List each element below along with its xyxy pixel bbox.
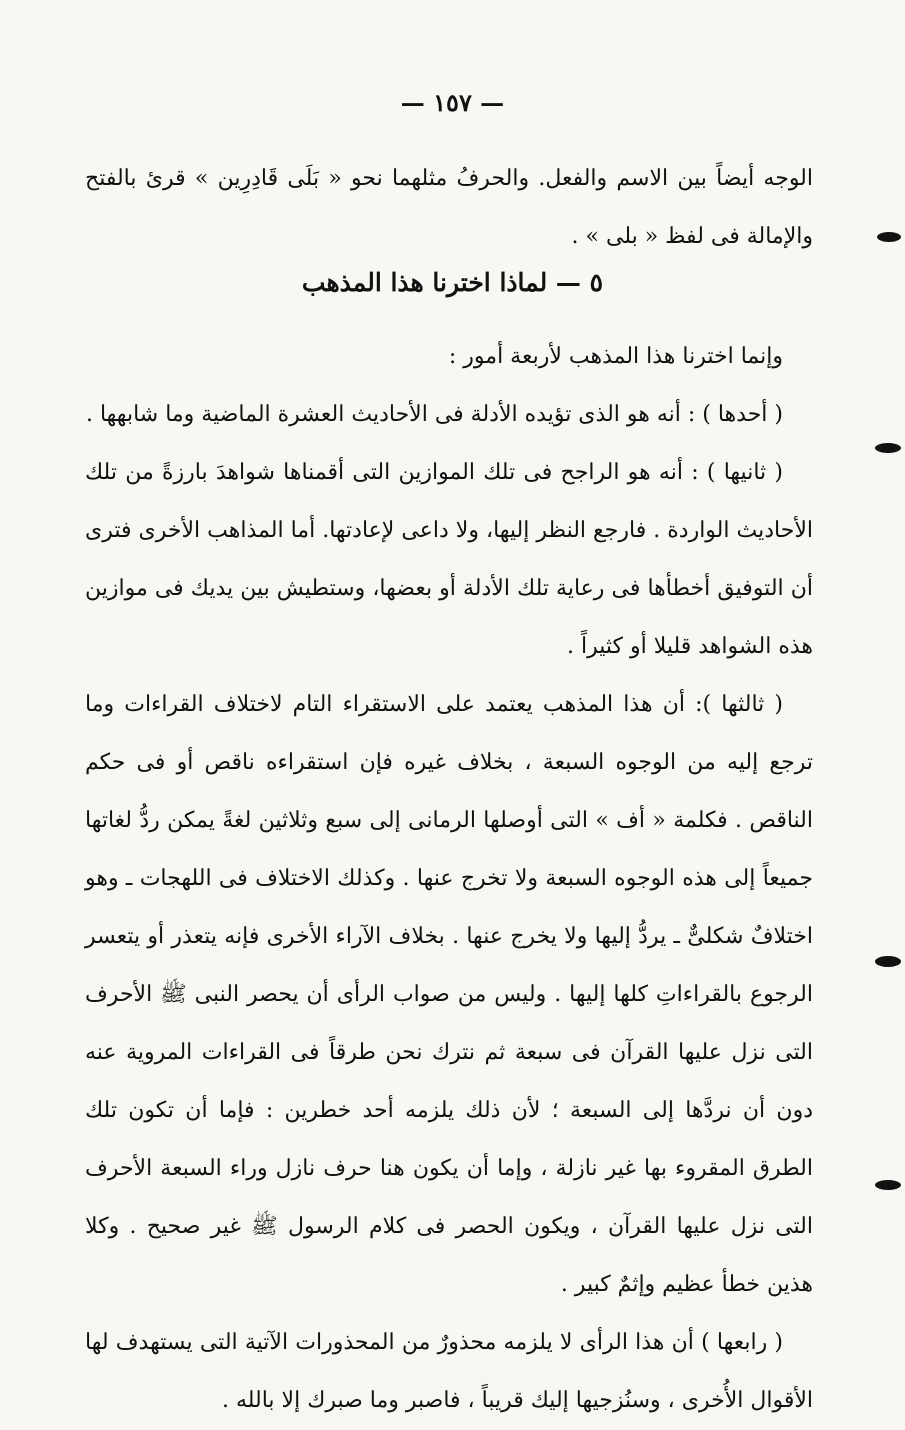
top-paragraph: الوجه أيضاً بين الاسم والفعل. والحرفُ مثلهما نحو « بَلَى قَادِرِين » قرئ بالفتح والإمالة فى لفظ « بلى » .	[85, 166, 813, 249]
reason-three-paragraph: ( ثالثها ): أن هذا المذهب يعتمد على الاستقراء التام لاختلاف القراءات وما ترجع إليه من الوجوه السبعة ، بخلاف غيره فإن استقراءه ناقص أو فى حكم الناقص . فكلمة « أف » التى أوصلها الرمانى إلى سبع وثلاثين لغةً يمكن ردُّ لغاتها جميعاً إلى هذه الوجوه السبعة ولا تخرج عنها . وكذلك الاختلاف فى اللهجات ـ وهو اختلافٌ شكلىٌّ ـ يردُّ إليها ولا يخرج عنها . بخلاف الآراء الأخرى فإنه يتعذر أو يتعسر الرجوع بالقراءاتِ كلها إليها . وليس من صواب الرأى أن يحصر النبى ﷺ الأحرف التى نزل عليها القرآن فى سبعة ثم نترك نحن طرقاً فى القراءات المروية عنه دون أن نردَّها إلى السبعة ؛ لأن ذلك يلزمه أحد خطرين : فإما أن تكون تلك الطرق المقروء بها غير نازلة ، وإما أن يكون هنا حرف نازل وراء السبعة الأحرف التى نزل عليها القرآن ، ويكون الحصر فى كلام الرسول ﷺ غير صحيح . وكلا هذين خطأ عظيم وإثمٌ كبير .	[85, 692, 813, 1297]
top-paragraph-block	[85, 150, 813, 266]
margin-ink-mark	[875, 1180, 901, 1190]
margin-ink-mark	[875, 956, 901, 967]
section-heading: ٥ — لماذا اخترنا هذا المذهب	[301, 268, 604, 297]
reason-one-paragraph: ( أحدها ) : أنه هو الذى تؤيده الأدلة فى الأحاديث العشرة الماضية وما شابهها .	[85, 402, 783, 427]
margin-ink-mark	[875, 443, 901, 453]
reason-two-paragraph: ( ثانيها ) : أنه هو الراجح فى تلك الموازين التى أقمناها شواهدَ بارزةً من تلك الأحاديث الواردة . فارجع النظر إليها، ولا داعى لإعادتها. أما المذاهب الأخرى فترى أن التوفيق أخطأها فى رعاية تلك الأدلة أو بعضها، وستطيش بين يديك فى موازين هذه الشواهد قليلا أو كثيراً .	[85, 460, 813, 659]
body-text	[85, 328, 813, 1430]
reason-four-paragraph: ( رابعها ) أن هذا الرأى لا يلزمه محذورٌ من المحذورات الآتية التى يستهدف لها الأقوال الأُخرى ، وسنُزجيها إليك قريباً ، فاصبر وما صبرك إلا بالله .	[85, 1330, 813, 1413]
margin-ink-mark	[877, 232, 901, 242]
page-number: — ١٥٧ —	[400, 88, 505, 117]
intro-paragraph: وإنما اخترنا هذا المذهب لأربعة أمور :	[448, 344, 783, 369]
